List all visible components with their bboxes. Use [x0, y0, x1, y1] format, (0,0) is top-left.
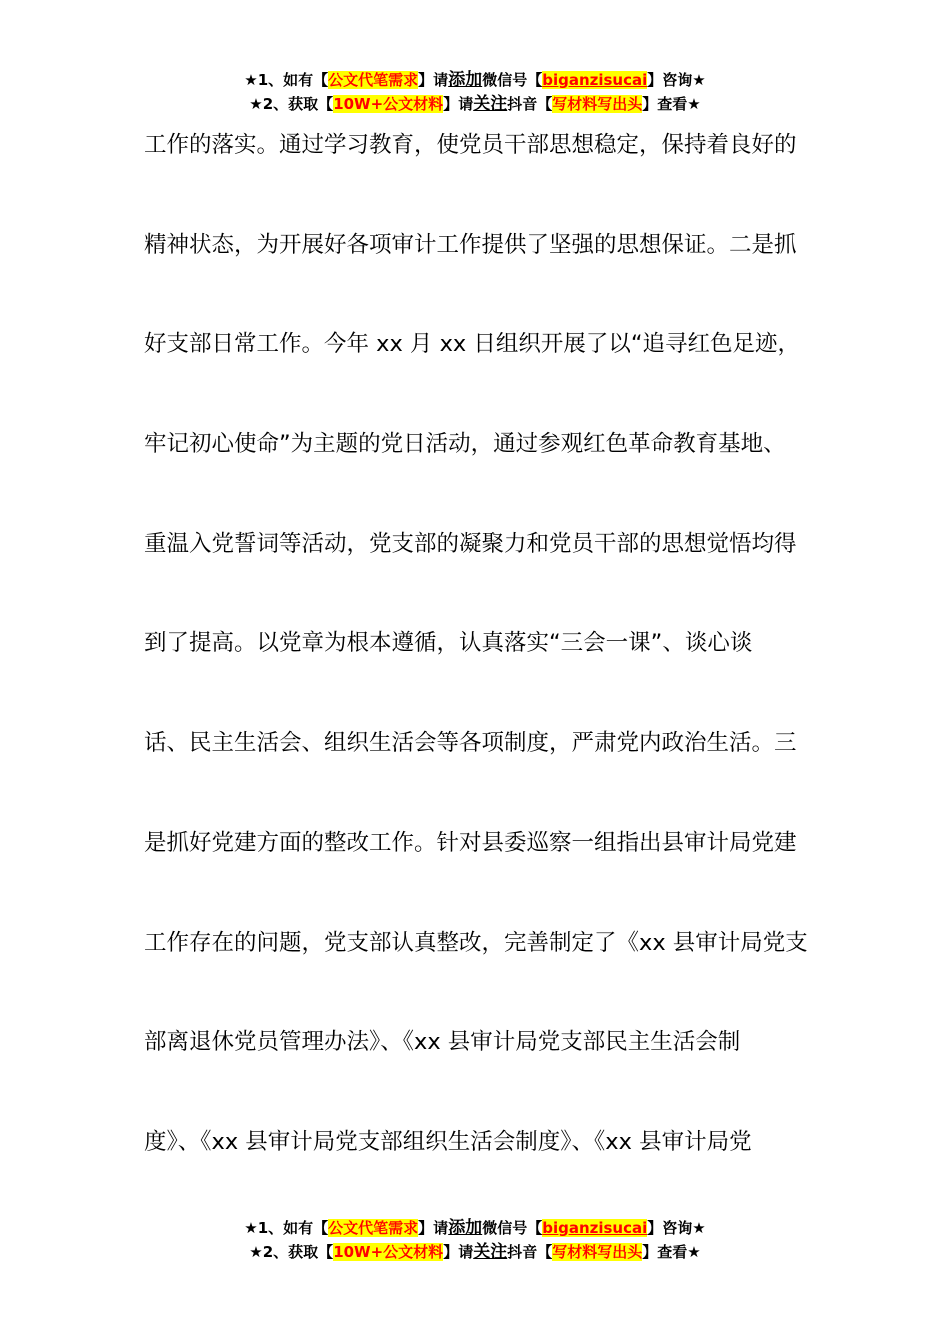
body-line: 到了提高。以党章为根本遵循，认真落实“三会一课”、谈心谈 — [144, 630, 753, 657]
banner-line2-mid1: 】请 — [443, 95, 474, 113]
body-line: 工作的落实。通过学习教育，使党员干部思想稳定，保持着良好的 — [144, 132, 797, 158]
banner-line2-mid1: 】请 — [443, 1243, 474, 1261]
body-line: 牢记初心使命”为主题的党日活动，通过参观红色革命教育基地、 — [144, 431, 786, 458]
banner-line2-mid2: 抖音【 — [507, 95, 553, 113]
banner-line2-mid2: 抖音【 — [507, 1243, 553, 1261]
banner-line1-emph: 添加 — [448, 1218, 483, 1238]
douyin-account-highlight[interactable]: 写材料写出头 — [552, 95, 643, 113]
header-banner — [0, 68, 950, 116]
banner-line-1 — [0, 68, 950, 92]
banner-line2-emph: 关注 — [473, 1242, 508, 1262]
banner-line-2 — [0, 92, 950, 116]
wechat-id-link[interactable]: biganzisucai — [542, 1219, 648, 1237]
banner-line2-end: 】查看★ — [642, 95, 701, 113]
banner-line1-mid1: 】请 — [418, 71, 449, 89]
materials-highlight: 10W+公文材料 — [333, 1243, 444, 1261]
banner-line1-prefix: ★1、如有【 — [244, 71, 329, 89]
banner-line1-end: 】咨询★ — [647, 71, 706, 89]
service-highlight: 公文代笔需求 — [328, 71, 419, 89]
banner-line2-prefix: ★2、获取【 — [249, 1243, 334, 1261]
body-line: 度》、《xx 县审计局党支部组织生活会制度》、《xx 县审计局党 — [144, 1128, 752, 1155]
materials-highlight: 10W+公文材料 — [333, 95, 444, 113]
service-highlight: 公文代笔需求 — [328, 1219, 419, 1237]
document-body — [144, 120, 824, 1217]
body-line: 是抓好党建方面的整改工作。针对县委巡察一组指出县审计局党建 — [144, 829, 797, 856]
body-line: 话、民主生活会、组织生活会等各项制度，严肃党内政治生活。三 — [144, 730, 797, 757]
banner-line-1 — [0, 1216, 950, 1240]
body-line: 重温入党誓词等活动，党支部的凝聚力和党员干部的思想觉悟均得 — [144, 530, 797, 557]
wechat-id-link[interactable]: biganzisucai — [542, 71, 648, 89]
footer-banner — [0, 1216, 950, 1264]
banner-line-2 — [0, 1240, 950, 1264]
banner-line2-end: 】查看★ — [642, 1243, 701, 1261]
banner-line1-mid2: 微信号【 — [482, 71, 543, 89]
banner-line2-emph: 关注 — [473, 94, 508, 114]
banner-line1-mid2: 微信号【 — [482, 1219, 543, 1237]
body-line: 好支部日常工作。今年 xx 月 xx 日组织开展了以“追寻红色足迹， — [144, 331, 801, 358]
banner-line2-prefix: ★2、获取【 — [249, 95, 334, 113]
body-line: 工作存在的问题，党支部认真整改，完善制定了《xx 县审计局党支 — [144, 929, 808, 956]
banner-line1-end: 】咨询★ — [647, 1219, 706, 1237]
banner-line1-mid1: 】请 — [418, 1219, 449, 1237]
body-line: 部离退休党员管理办法》、《xx 县审计局党支部民主生活会制 — [144, 1029, 741, 1056]
body-line: 精神状态，为开展好各项审计工作提供了坚强的思想保证。二是抓 — [144, 231, 797, 258]
banner-line1-emph: 添加 — [448, 70, 483, 90]
banner-line1-prefix: ★1、如有【 — [244, 1219, 329, 1237]
douyin-account-highlight[interactable]: 写材料写出头 — [552, 1243, 643, 1261]
